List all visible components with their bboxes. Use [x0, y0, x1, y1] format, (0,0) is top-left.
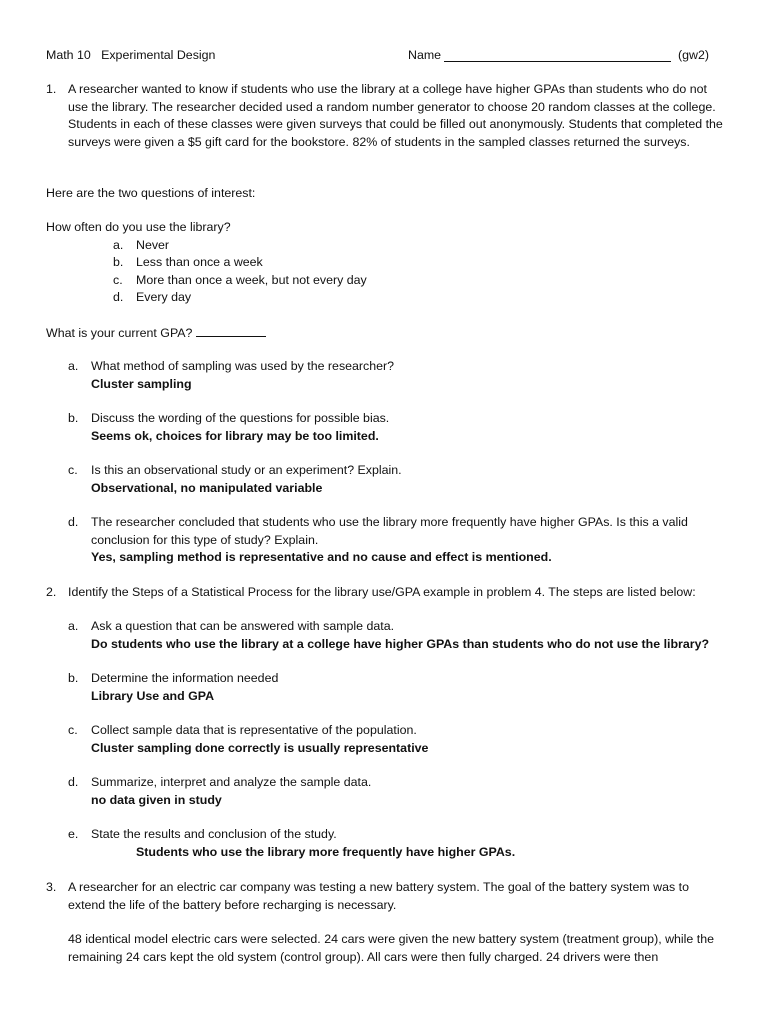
part-answer: Students who use the library more frequently have higher GPAs.	[136, 844, 516, 859]
q2-number: 2.	[46, 585, 57, 599]
name-blank-line	[444, 61, 671, 62]
gpa-blank-line	[196, 324, 266, 337]
part-question: Ask a question that can be answered with sample data.	[91, 619, 395, 633]
q2-part-a	[91, 618, 727, 653]
page-header	[46, 47, 726, 65]
q1-intro: Here are the two questions of interest:	[46, 186, 256, 200]
q1-part-letter: b.	[68, 411, 79, 425]
name-label: Name	[408, 48, 442, 62]
choice-text: Never	[136, 238, 170, 252]
q2-part-d	[91, 774, 727, 809]
part-answer: Cluster sampling	[91, 376, 192, 391]
choice-letter: d.	[113, 290, 124, 304]
q1-text: A researcher wanted to know if students who use the library at a college have higher GPAs than students who do not use the library. The researcher decided used a random number generator to choose 20 random classes at the college. Students in each of these classes were given surveys that could be filled out anonymously. Students that completed the surveys were given a $5 gift card for the bookstore. 82% of students in the sampled classes returned the surveys.	[68, 82, 723, 149]
q2-part-letter: e.	[68, 827, 79, 841]
part-question: Determine the information needed	[91, 671, 279, 685]
survey-question-gpa	[46, 324, 726, 343]
q2-part-e	[91, 826, 727, 861]
part-question: State the results and conclusion of the study.	[91, 827, 337, 841]
q2-part-letter: d.	[68, 775, 79, 789]
q1-part-letter: d.	[68, 515, 79, 529]
part-answer: Seems ok, choices for library may be too limited.	[91, 428, 379, 443]
part-answer: Cluster sampling done correctly is usually representative	[91, 740, 429, 755]
part-question: What method of sampling was used by the researcher?	[91, 359, 395, 373]
part-question: Is this an observational study or an experiment? Explain.	[91, 463, 402, 477]
worksheet-code: (gw2)	[678, 48, 709, 62]
gpa-question-text: What is your current GPA?	[46, 326, 193, 340]
q1-number: 1.	[46, 82, 57, 96]
q1-part-letter: a.	[68, 359, 79, 373]
part-question: Collect sample data that is representative of the population.	[91, 723, 417, 737]
part-answer: Observational, no manipulated variable	[91, 480, 323, 495]
q3-number: 3.	[46, 880, 57, 894]
part-answer: Do students who use the library at a college have higher GPAs than students who do not use the library?	[91, 636, 710, 651]
choice-text: Less than once a week	[136, 255, 263, 269]
choice-text: More than once a week, but not every day	[136, 273, 367, 287]
q1-part-b	[91, 410, 727, 445]
part-answer: Library Use and GPA	[91, 688, 215, 703]
part-question: Discuss the wording of the questions for possible bias.	[91, 411, 390, 425]
q3-text-continued: 48 identical model electric cars were selected. 24 cars were given the new battery system (treatment group), while the remaining 24 cars kept the old system (control group). All cars were then fully charged. 24 drivers were then	[68, 932, 714, 964]
q2-part-letter: a.	[68, 619, 79, 633]
choice-text: Every day	[136, 290, 192, 304]
choice-letter: b.	[113, 255, 124, 269]
choice-letter: c.	[113, 273, 123, 287]
q1-part-d	[91, 514, 727, 567]
q2-part-c	[91, 722, 727, 757]
part-answer: no data given in study	[91, 792, 222, 807]
q1-part-a	[91, 358, 727, 393]
q1-part-c	[91, 462, 727, 497]
q1-part-letter: c.	[68, 463, 78, 477]
part-answer: Yes, sampling method is representative and no cause and effect is mentioned.	[91, 550, 552, 565]
survey-question-library: How often do you use the library?	[46, 220, 231, 234]
part-question: The researcher concluded that students who use the library more frequently have higher GPAs. Is this a valid conclusion for this type of study? Explain.	[91, 515, 688, 547]
q2-part-letter: c.	[68, 723, 78, 737]
choice-letter: a.	[113, 238, 124, 252]
part-question: Summarize, interpret and analyze the sample data.	[91, 775, 372, 789]
q2-part-b	[91, 670, 727, 705]
course-title: Math 10 Experimental Design	[46, 48, 216, 62]
q2-text: Identify the Steps of a Statistical Process for the library use/GPA example in problem 4. The steps are listed below:	[68, 585, 696, 599]
q2-part-letter: b.	[68, 671, 79, 685]
q3-text: A researcher for an electric car company was testing a new battery system. The goal of the battery system was to extend the life of the battery before recharging is necessary.	[68, 880, 689, 912]
